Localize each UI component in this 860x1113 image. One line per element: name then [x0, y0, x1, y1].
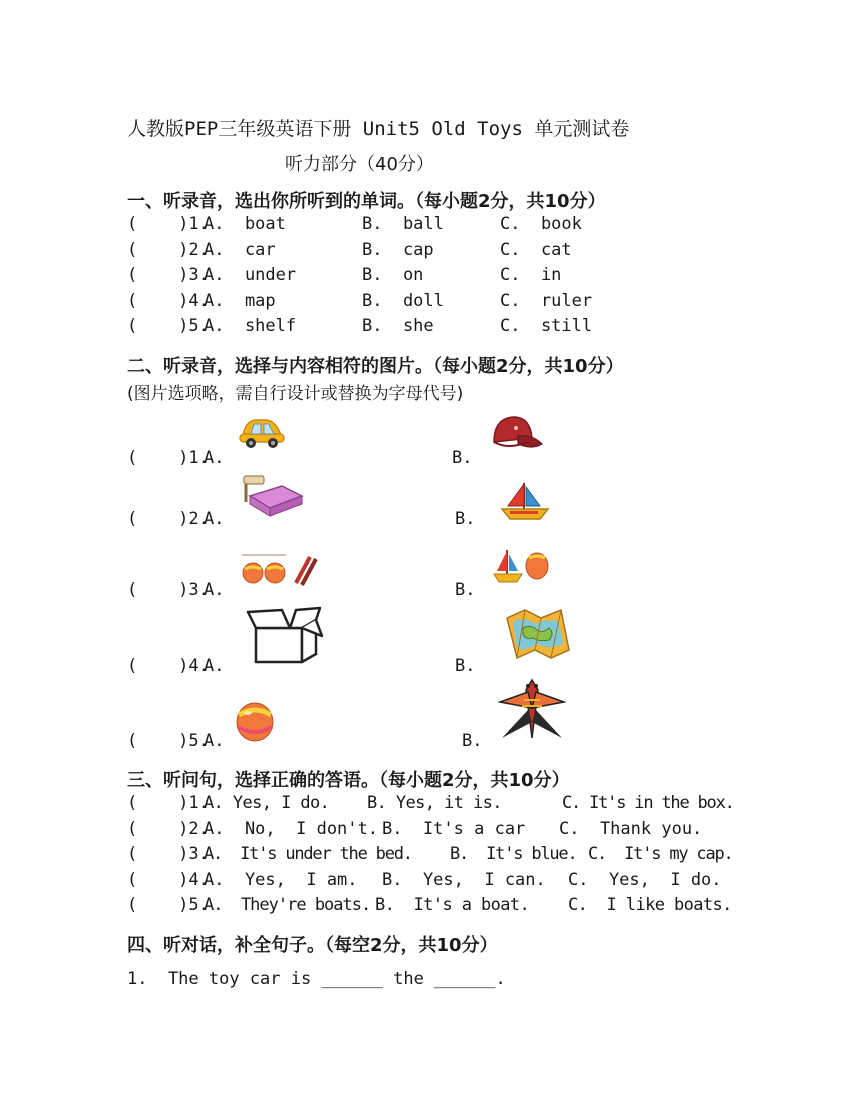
- option-b: B. she: [362, 316, 434, 336]
- option-a: A. They're boats.: [204, 895, 371, 915]
- section2-heading: 二、听录音，选择与内容相符的图片。（每小题2分，共10分）: [127, 356, 624, 377]
- section3-heading: 三、听问句，选择正确的答语。（每小题2分，共10分）: [127, 770, 570, 791]
- option-b: B. Yes, it is.: [367, 793, 502, 813]
- option-a: A. It's under the bed.: [204, 844, 412, 864]
- answer-blank[interactable]: ( )1.: [127, 793, 209, 813]
- answer-blank[interactable]: ( )3.: [127, 265, 209, 285]
- option-b: B.: [455, 580, 476, 600]
- answer-blank[interactable]: ( )5.: [127, 316, 209, 336]
- answer-blank[interactable]: ( )3.: [127, 844, 209, 864]
- option-c: C. still: [500, 316, 593, 336]
- fill-in-sentence[interactable]: 1. The toy car is ______ the ______.: [127, 969, 506, 989]
- option-a: A.: [204, 448, 225, 468]
- option-c: C. Yes, I do.: [568, 870, 722, 890]
- option-a: A. No, I don't.: [204, 819, 378, 839]
- option-c: C. I like boats.: [568, 895, 732, 915]
- cap-picture[interactable]: [488, 412, 544, 456]
- option-a: A. shelf: [204, 316, 297, 336]
- option-b: B. on: [362, 265, 424, 285]
- box-picture[interactable]: [246, 606, 326, 666]
- listening-subtitle: 听力部分（40分）: [285, 154, 434, 175]
- option-a: A. boat: [204, 214, 286, 234]
- option-b: B. It's a boat.: [375, 895, 530, 915]
- option-b: B. It's blue.: [450, 844, 577, 864]
- answer-blank[interactable]: ( )1.: [127, 448, 209, 468]
- answer-blank[interactable]: ( )4.: [127, 870, 209, 890]
- option-c: C. cat: [500, 240, 572, 260]
- option-b: B.: [452, 448, 473, 468]
- option-b: B.: [462, 731, 483, 751]
- option-c: C. in: [500, 265, 562, 285]
- option-a: A. under: [204, 265, 297, 285]
- option-c: C. Thank you.: [559, 819, 703, 839]
- boat-and-ball-picture[interactable]: [493, 546, 553, 586]
- bed-picture[interactable]: [242, 474, 304, 520]
- option-b: B. Yes, I can.: [382, 870, 546, 890]
- option-b: B.: [455, 656, 476, 676]
- option-c: C. It's in the box.: [562, 793, 734, 813]
- option-a: A.: [204, 509, 225, 529]
- section2-note: (图片选项略，需自行设计或替换为字母代号): [127, 384, 464, 404]
- answer-blank[interactable]: ( )2.: [127, 819, 209, 839]
- option-b: B. doll: [362, 291, 444, 311]
- answer-blank[interactable]: ( )3.: [127, 580, 209, 600]
- answer-blank[interactable]: ( )4.: [127, 291, 209, 311]
- option-b: B. ball: [362, 214, 444, 234]
- option-a: A.: [204, 731, 225, 751]
- option-c: C. ruler: [500, 291, 593, 311]
- answer-blank[interactable]: ( )2.: [127, 509, 209, 529]
- option-a: A. car: [204, 240, 276, 260]
- option-c: C. book: [500, 214, 582, 234]
- ball-picture[interactable]: [235, 701, 275, 743]
- option-a: A. map: [204, 291, 276, 311]
- option-b: B.: [455, 509, 476, 529]
- section4-heading: 四、听对话，补全句子。（每空2分，共10分）: [127, 935, 498, 956]
- option-a: A.: [204, 580, 225, 600]
- answer-blank[interactable]: ( )1.: [127, 214, 209, 234]
- answer-blank[interactable]: ( )4.: [127, 656, 209, 676]
- answer-blank[interactable]: ( )2.: [127, 240, 209, 260]
- balls-and-pencils-picture[interactable]: [240, 553, 320, 587]
- option-a: A. Yes, I do.: [204, 793, 330, 813]
- kite-picture[interactable]: [498, 678, 566, 742]
- option-b: B. It's a car: [382, 819, 526, 839]
- boat-picture[interactable]: [500, 479, 550, 521]
- section1-heading: 一、听录音，选出你所听到的单词。（每小题2分，共10分）: [127, 191, 606, 212]
- toy-car-picture[interactable]: [237, 412, 287, 450]
- map-picture[interactable]: [505, 608, 571, 660]
- option-b: B. cap: [362, 240, 434, 260]
- answer-blank[interactable]: ( )5.: [127, 895, 209, 915]
- option-c: C. It's my cap.: [588, 844, 733, 864]
- worksheet-title: 人教版PEP三年级英语下册 Unit5 Old Toys 单元测试卷: [127, 118, 630, 140]
- answer-blank[interactable]: ( )5.: [127, 731, 209, 751]
- option-a: A. Yes, I am.: [204, 870, 358, 890]
- option-a: A.: [204, 656, 225, 676]
